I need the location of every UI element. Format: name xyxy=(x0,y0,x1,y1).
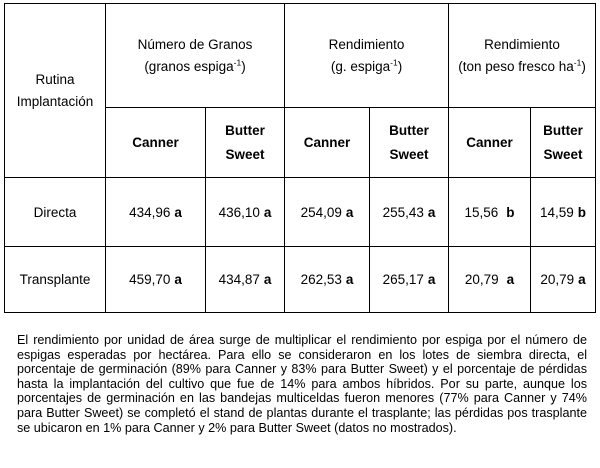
cell-transplante-granos-butter xyxy=(206,247,285,313)
header-row xyxy=(5,4,596,108)
cell-value: 265,17 xyxy=(382,272,424,287)
rend-ha-unit-close: ) xyxy=(581,58,586,74)
cell-transplante-ha-butter xyxy=(531,247,596,313)
cell-letter: a xyxy=(427,204,436,220)
rend-espiga-unit-text: (g. espiga xyxy=(330,58,391,74)
results-table xyxy=(4,3,596,313)
cell-value: 459,70 xyxy=(129,272,171,287)
rend-espiga-canner-header: Canner xyxy=(285,108,370,178)
row-label-directa: Directa xyxy=(5,178,106,247)
cell-value: 434,96 xyxy=(129,204,171,220)
granos-butter-line1: Butter xyxy=(225,122,265,138)
cell-directa-granos-butter xyxy=(206,178,285,247)
rutina-header-line1: Rutina xyxy=(35,71,75,87)
cell-directa-ha-butter xyxy=(531,178,596,247)
rend-espiga-butter-line1: Butter xyxy=(389,122,429,138)
cell-letter: b xyxy=(577,204,587,220)
cell-letter: a xyxy=(263,272,272,287)
cell-value: 20,79 xyxy=(464,272,499,287)
row-label-transplante: Transplante xyxy=(5,247,106,313)
rend-espiga-header xyxy=(285,4,449,108)
rend-espiga-unit-exponent: -1 xyxy=(390,57,398,67)
table-row xyxy=(5,178,596,247)
cell-letter: a xyxy=(345,204,354,220)
cell-transplante-espiga-butter xyxy=(370,247,449,313)
rend-ha-butter-line1: Butter xyxy=(543,122,583,138)
cell-directa-espiga-butter xyxy=(370,178,449,247)
footnote-paragraph: El rendimiento por unidad de área surge de multiplicar el rendimiento por espiga por el número de espigas esperadas por hectárea. Para ello se consideraron en los lotes de siembra directa, el porcentaje de germinación (89% para Canner y 83% para Butter Sweet) y el porcentaje de pérdidas hasta la implantación del cultivo que fue de 14% para ambos híbridos. Por su parte, aunque los porcentajes de germinación en las bandejas multiceldas fueron menores (77% para Canner y 74% para Butter Sweet) se completó el stand de plantas durante el trasplante; las pérdidas pos trasplante se ubicaron en 1% para Canner y 2% para Butter Sweet (datos no mostrados). xyxy=(17,333,587,435)
cell-letter: a xyxy=(578,272,586,287)
cell-letter: b xyxy=(506,204,515,220)
cell-directa-ha-canner xyxy=(449,178,531,247)
rend-ha-butter-line2: Sweet xyxy=(543,146,583,162)
table-row xyxy=(5,247,596,313)
cell-letter: a xyxy=(506,272,515,287)
rend-ha-canner-header: Canner xyxy=(449,108,531,178)
rend-ha-header-title: Rendimiento xyxy=(484,36,560,52)
rutina-header xyxy=(5,4,106,178)
rend-espiga-butter-sweet-header xyxy=(370,108,449,178)
granos-unit-exponent: -1 xyxy=(233,57,242,67)
rend-espiga-unit-close: ) xyxy=(397,58,403,74)
rend-espiga-header-title: Rendimiento xyxy=(328,36,405,52)
cell-letter: a xyxy=(174,204,182,220)
granos-butter-line2: Sweet xyxy=(225,146,265,162)
granos-unit-text: (granos espiga xyxy=(144,58,234,74)
rend-ha-header-unit xyxy=(449,56,595,78)
cell-value: 15,56 xyxy=(464,204,499,220)
cell-letter: a xyxy=(174,272,182,287)
cell-transplante-ha-canner xyxy=(449,247,531,313)
granos-header xyxy=(106,4,285,108)
cell-value: 14,59 xyxy=(540,204,574,220)
cell-value: 262,53 xyxy=(300,272,342,287)
rend-ha-butter-sweet-header xyxy=(531,108,596,178)
granos-header-title: Número de Granos xyxy=(137,36,253,52)
cell-directa-granos-canner xyxy=(106,178,206,247)
cell-value: 254,09 xyxy=(300,204,342,220)
rend-ha-unit-exponent: -1 xyxy=(573,57,582,67)
cell-value: 20,79 xyxy=(540,272,575,287)
rend-ha-unit-text: (ton peso fresco ha xyxy=(458,58,574,74)
cell-letter: a xyxy=(427,272,436,287)
cell-value: 434,87 xyxy=(218,272,260,287)
granos-header-unit xyxy=(106,56,284,78)
granos-canner-header: Canner xyxy=(106,108,206,178)
cell-letter: a xyxy=(263,204,272,220)
granos-butter-sweet-header xyxy=(206,108,285,178)
cell-transplante-espiga-canner xyxy=(285,247,370,313)
cell-transplante-granos-canner xyxy=(106,247,206,313)
rend-espiga-header-unit xyxy=(285,56,448,78)
rend-ha-header xyxy=(449,4,596,108)
cell-value: 255,43 xyxy=(382,204,424,220)
granos-unit-close: ) xyxy=(241,58,246,74)
cell-letter: a xyxy=(345,272,354,287)
rend-espiga-butter-line2: Sweet xyxy=(389,146,429,162)
cell-directa-espiga-canner xyxy=(285,178,370,247)
cell-value: 436,10 xyxy=(218,204,260,220)
rutina-header-line2: Implantación xyxy=(16,93,94,109)
